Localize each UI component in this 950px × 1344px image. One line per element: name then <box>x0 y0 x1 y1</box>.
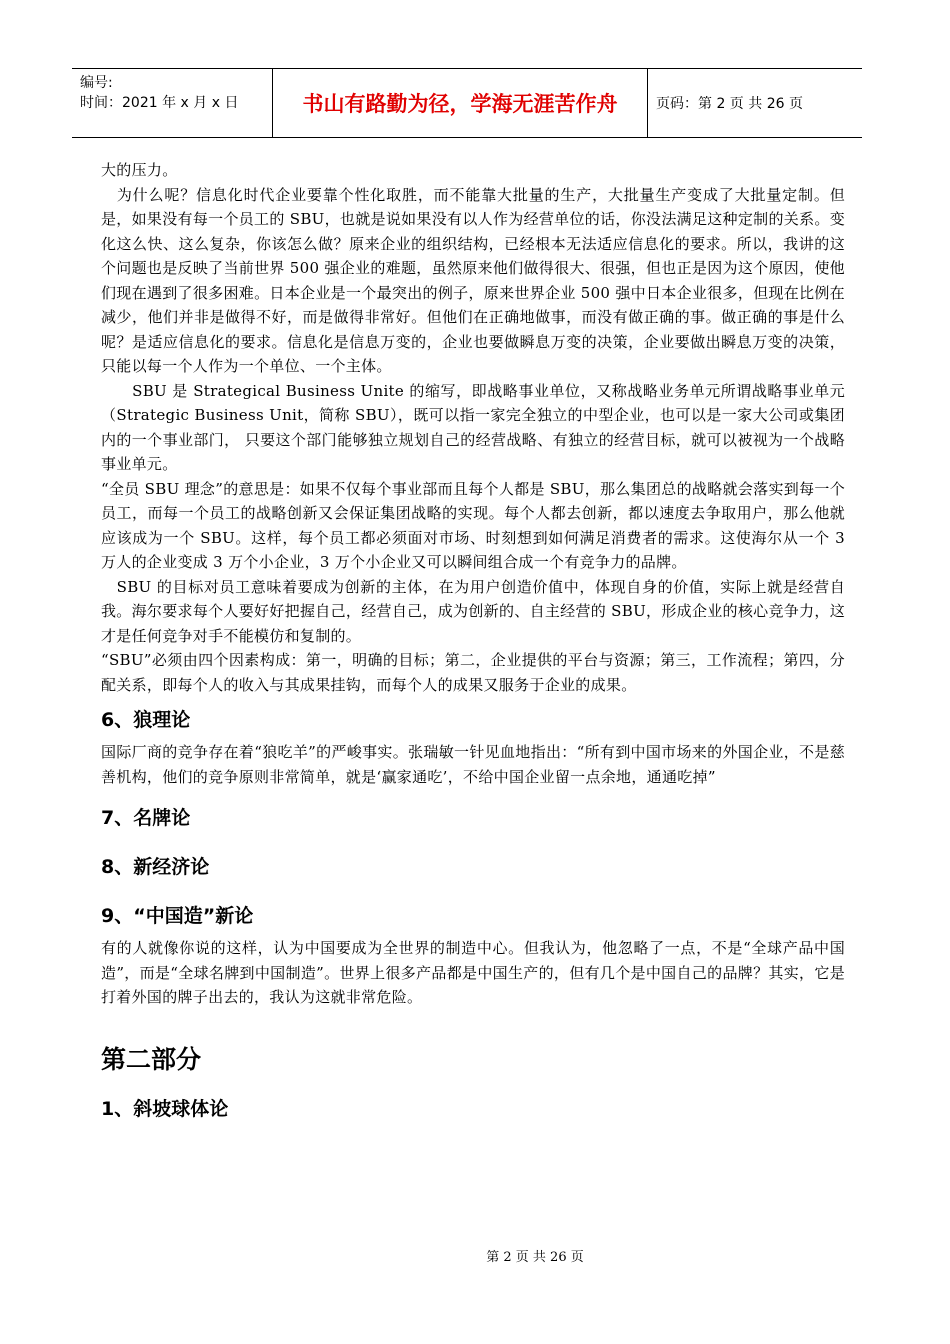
paragraph: 有的人就像你说的这样，认为中国要成为全世界的制造中心。但我认为，他忽略了一点，不是“全球产品中国造”，而是“全球名牌到中国制造”。世界上很多产品都是中国生产的，但有几个是中国自己的品牌？其实，它是打着外国的牌子出去的，我认为这就非常危险。 <box>101 939 845 1006</box>
section-heading: 7、名牌论 <box>101 807 191 829</box>
paragraph: 为什么呢？信息化时代企业要靠个性化取胜，而不能靠大批量的生产，大批量生产变成了大批量定制。但是，如果没有每一个员工的 SBU，也就是说如果没有以人作为经营单位的话，你没法满足这种定制的关系。变化这么快、这么复杂，你该怎么做？原来企业的组织结构，已经根本无法适应信息化的要求。所以，我讲的这个问题也是反映了当前世界 500 强企业的难题，虽然原来他们做得很大、很强，但也正是因为这个原因，使他们现在遇到了很多困难。日本企业是一个最突出的例子，原来世界企业 500 强中日本企业很多，但现在比例在减少，他们并非是做得不好，而是做得非常好。但他们在正确地做事，而没有做正确的事。做正确的事是什么呢？是适应信息化的要求。信息化是信息万变的，企业也要做瞬息万变的决策，企业要做出瞬息万变的决策，只能以每一个人作为一个单位、一个主体。 <box>101 185 845 375</box>
paragraph: SBU 是 Strategical Business Unite 的缩写，即战略事业单位，又称战略业务单元所谓战略事业单元（Strategic Business Unit，简称 SBU），既可以指一家完全独立的中型企业，也可以是一家大公司或集团内的一个事业部门， 只要这个部门能够独立规划自己的经营战略、有独立的经营目标，就可以被视为一个战略事业单元。 <box>101 381 845 473</box>
header-motto: 书山有路勤为径，学海无涯苦作舟 <box>273 69 648 137</box>
doc-number-label: 编号: <box>80 75 113 91</box>
section-heading: 9、“中国造”新论 <box>101 905 254 927</box>
section-heading: 8、新经济论 <box>101 856 210 878</box>
paragraph: SBU 的目标对员工意味着要成为创新的主体，在为用户创造价值中，体现自身的价值，实际上就是经营自我。海尔要求每个人要好好把握自己，经营自己，成为创新的、自主经营的 SBU，形成企业的核心竞争力，这才是任何竞争对手不能模仿和复制的。 <box>101 577 845 645</box>
section-heading: 1、斜坡球体论 <box>101 1097 229 1120</box>
footer-page-number: 第 2 页 共 26 页 <box>486 1250 584 1265</box>
header-page-label: 页码：第 2 页 共 26 页 <box>656 96 803 112</box>
paragraph: 大的压力。 <box>101 161 178 179</box>
doc-time-label: 时间：2021 年 x 月 x 日 <box>80 95 239 111</box>
part-heading: 第二部分 <box>101 1044 202 1074</box>
paragraph: 国际厂商的竞争存在着“狼吃羊”的严峻事实。张瑞敏一针见血地指出：“所有到中国市场来的外国企业，不是慈善机构，他们的竞争原则非常简单，就是‘赢家通吃’，不给中国企业留一点余地，通通吃掉” <box>101 743 845 786</box>
page-footer <box>0 1246 950 1265</box>
page-header <box>72 68 862 138</box>
document-body <box>101 158 845 1121</box>
header-meta <box>72 69 273 137</box>
paragraph: “SBU”必须由四个因素构成：第一，明确的目标；第二，企业提供的平台与资源；第三，工作流程；第四，分配关系，即每个人的收入与其成果挂钩，而每个人的成果又服务于企业的成果。 <box>101 651 845 694</box>
paragraph: “全员 SBU 理念”的意思是：如果不仅每个事业部而且每个人都是 SBU，那么集团总的战略就会落实到每一个员工，而每一个员工的战略创新又会保证集团战略的实现。每个人都去创新，都以速度去争取用户，那么他就应该成为一个 SBU。这样，每个员工都必须面对市场、时刻想到如何满足消费者的需求。这使海尔从一个 3 万人的企业变成 3 万个小企业，3 万个小企业又可以瞬间组合成一个有竞争力的品牌。 <box>101 479 845 571</box>
section-heading: 6、狼理论 <box>101 709 191 731</box>
